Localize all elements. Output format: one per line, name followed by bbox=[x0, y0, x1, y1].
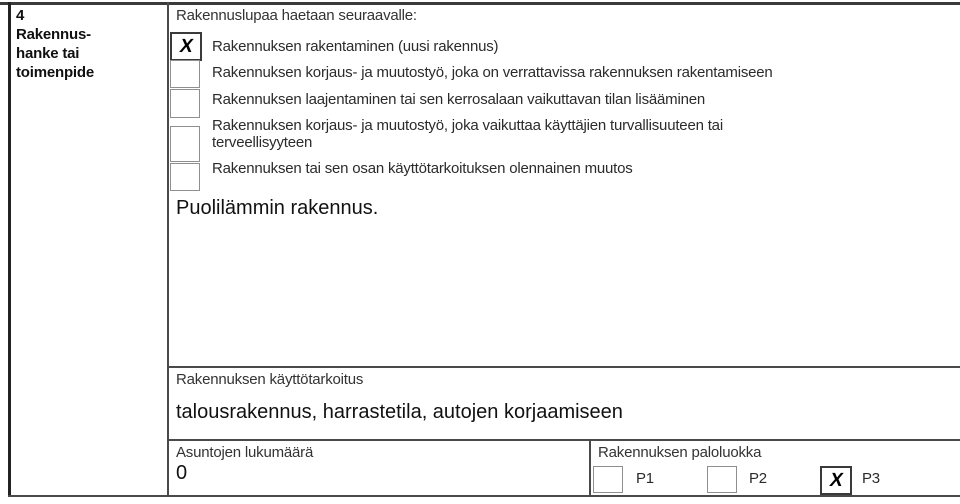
bottom-border-rule bbox=[8, 495, 960, 497]
option-label-repair-comparable: Rakennuksen korjaus- ja muutostyö, joka on verrattavissa rakennuksen rakentamiseen bbox=[212, 64, 773, 81]
section-title-line: Rakennus- bbox=[16, 26, 91, 43]
fire-class-p1-label: P1 bbox=[636, 470, 654, 487]
top-border-rule bbox=[0, 2, 960, 5]
checkbox-fire-class-p2[interactable] bbox=[707, 466, 737, 493]
bottom-row-rule bbox=[169, 439, 960, 441]
option-label-safety-health: Rakennuksen korjaus- ja muutostyö, joka vaikuttaa käyttäjien turvallisuuteen tai terveellisyyteen bbox=[212, 117, 723, 151]
x-mark-icon: X bbox=[827, 470, 845, 491]
checkbox-fire-class-p1[interactable] bbox=[593, 466, 623, 493]
x-mark-icon: X bbox=[177, 36, 195, 57]
section-number: 4 bbox=[16, 7, 25, 24]
bottom-cells-divider bbox=[589, 441, 591, 495]
checkbox-repair-comparable[interactable] bbox=[170, 60, 200, 88]
fire-class-label: Rakennuksen paloluokka bbox=[598, 444, 762, 461]
project-description-field[interactable]: Puolilämmin rakennus. bbox=[176, 197, 379, 219]
section-title-line: hanke tai bbox=[16, 45, 80, 62]
option-label-new-building: Rakennuksen rakentaminen (uusi rakennus) bbox=[212, 38, 499, 55]
apartments-value-field[interactable]: 0 bbox=[176, 462, 188, 484]
checkbox-safety-health[interactable] bbox=[170, 126, 200, 162]
usage-row-rule bbox=[169, 366, 960, 368]
apartments-label: Asuntojen lukumäärä bbox=[176, 444, 314, 461]
usage-label: Rakennuksen käyttötarkoitus bbox=[176, 371, 364, 388]
option-label-usage-change: Rakennuksen tai sen osan käyttötarkoituksen olennainen muutos bbox=[212, 160, 633, 177]
permit-header-label: Rakennuslupaa haetaan seuraavalle: bbox=[176, 7, 417, 24]
checkbox-extension[interactable] bbox=[170, 89, 200, 118]
option-label-extension: Rakennuksen laajentaminen tai sen kerrosalaan vaikuttavan tilan lisääminen bbox=[212, 91, 706, 108]
checkbox-usage-change[interactable] bbox=[170, 163, 200, 191]
fire-class-p2-label: P2 bbox=[749, 470, 767, 487]
checkbox-new-building[interactable] bbox=[170, 32, 202, 61]
label-column-divider bbox=[167, 2, 169, 497]
section-title-line: toimenpide bbox=[16, 64, 95, 81]
usage-value-field[interactable]: talousrakennus, harrastetila, autojen korjaamiseen bbox=[176, 401, 623, 423]
fire-class-p3-label: P3 bbox=[862, 470, 880, 487]
checkbox-fire-class-p3[interactable] bbox=[820, 466, 852, 495]
section-title bbox=[16, 6, 94, 82]
left-border-rule bbox=[8, 2, 11, 497]
